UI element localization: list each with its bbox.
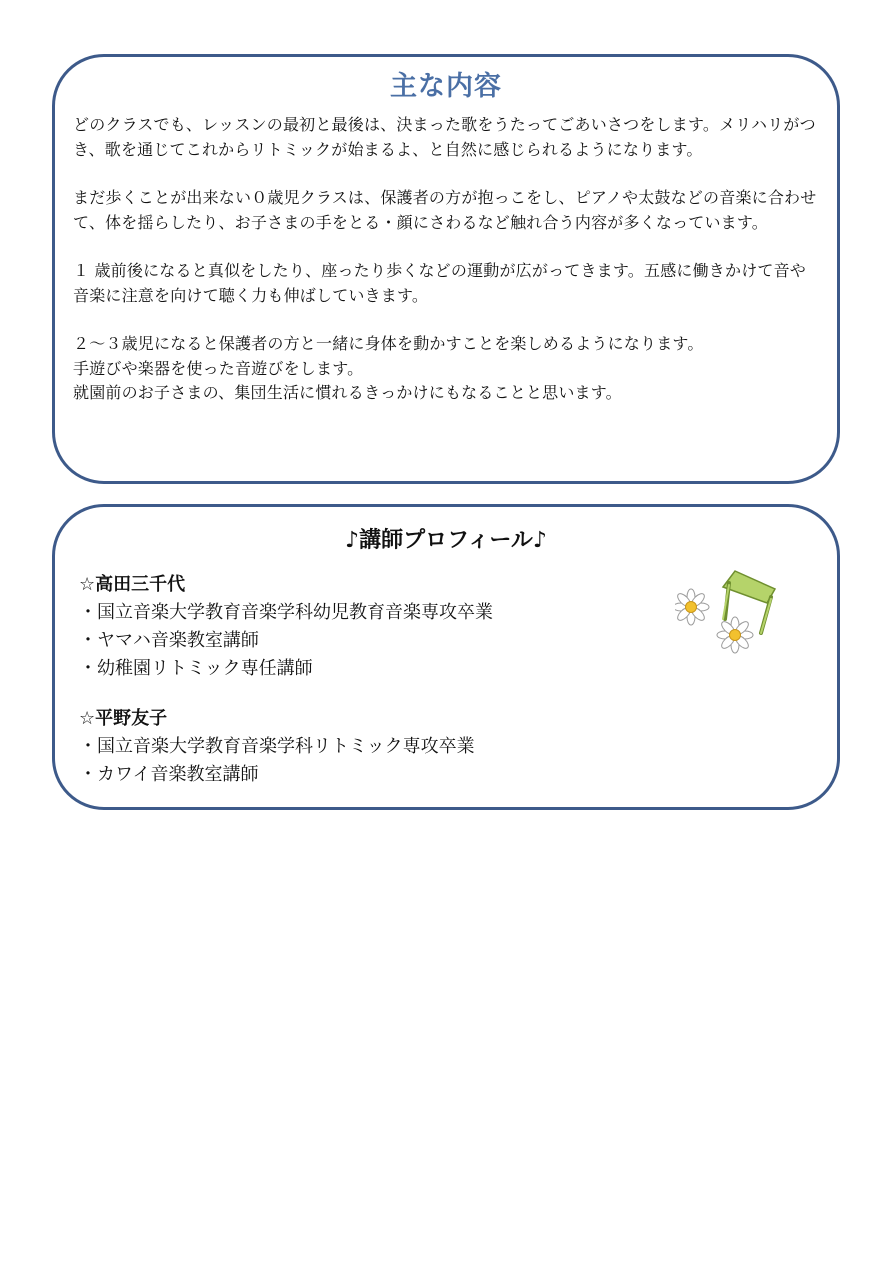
profile-title: ♪講師プロフィール♪ [345,528,547,553]
teacher-name: ☆平野友子 [79,708,168,729]
content-paragraph-3: １ 歳前後になると真似をしたり、座ったり歩くなどの運動が広がってきます。五感に働きかけて音や音楽に注意を向けて聴く力も伸ばしていきます。 [73,261,807,305]
music-note-daisy-icon [675,563,785,655]
content-paragraph-1: どのクラスでも、レッスンの最初と最後は、決まった歌をうたってごあいさつをします。メリハリがつき、歌を通じてこれからリトミックが始まるよ、と自然に感じられるようになります。 [73,115,816,159]
credential-list [79,733,813,789]
credential-item: ・ ヤマハ音楽教室講師 [79,627,813,655]
credential-item: ・ 幼稚園リトミック専任講師 [79,655,813,683]
content-title: 主な内容 [390,71,502,102]
credential-item: ・ 国立音楽大学教育音楽学科リトミック専攻卒業 [79,733,813,761]
content-paragraph-4: ２～３歳児になると保護者の方と一緒に身体を動かすことを楽しめるようになります。 手遊びや楽器を使った音遊びをします。 就園前のお子さまの、集団生活に慣れるきっかけにもなることと思います。 [73,334,704,402]
teacher-name: ☆高田三千代 [79,574,186,595]
teacher-block [79,705,813,789]
content-section [52,54,840,484]
credential-item: ・ 国立音楽大学教育音楽学科幼児教育音楽専攻卒業 [79,599,813,627]
profile-section [52,504,840,810]
content-paragraph-2: まだ歩くことが出来ない０歳児クラスは、保護者の方が抱っこをし、ピアノや太鼓などの音楽に合わせて、体を揺らしたり、お子さまの手をとる・顔にさわるなど触れ合う内容が多くなっています。 [73,188,817,232]
credential-item: ・ カワイ音楽教室講師 [79,761,813,789]
